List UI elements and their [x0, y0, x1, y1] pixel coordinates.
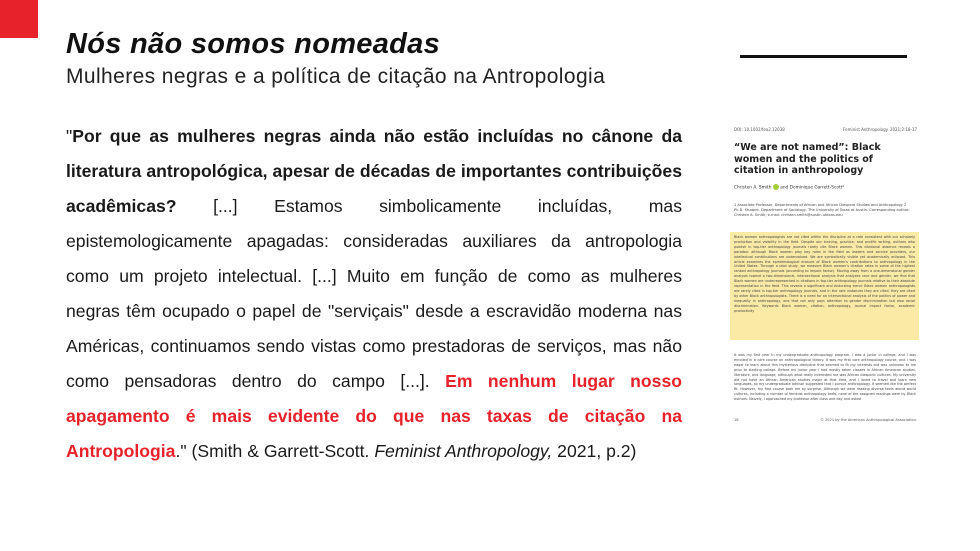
quote-journal: Feminist Anthropology, [374, 441, 553, 461]
paper-journal-header: Feminist Anthropology. 2021;2:18-37 [843, 127, 917, 132]
quote-body: [...] Estamos simbolicamente incluídas, mas epistemologicamente apagadas: consideradas auxiliares da antropologia como um projeto intelectual. [...] Muito em função de como as mulheres negras têm ocupado o papel de "serviçais" desde a escravidão moderna nas Américas, continuamos sendo vistas como prestadoras de serviços, mas não como pensadoras dentro do campo [...]. [66, 196, 682, 391]
paper-author-2: and Dominique Garrett-Scott² [778, 185, 845, 191]
quote-red-emphasis: Em nenhum lugar nosso apagamento é mais evidente do que nas taxas de citação na Antropologia [66, 371, 682, 461]
paper-abstract: Black women anthropologists are not cited within the discipline at a rate consistent with our scholarly production and visibility in the field. Despite our training, practice, and prolific writing, authors who publish in top-tier anthropology journals rarely cite Black women. This citational absence reveals a paradox: although Black women play key roles in the field as leaders and service providers, our intellectual contributions are undervalued. We are symbolically visible yet academically eclipsed. This article examines the epistemological erasure of Black women's contributions to anthropology in the United States. Through a pilot study, we measure Black women's citation rates in some of the highest ranked anthropology journals (according to impact factor). Moving away from a one-dimensional gender analysis toward a two-dimensional, intersectional analysis that analyzes race and gender, we find that Black women are underrepresented in citations in top-tier anthropology journals relative to their absolute representation in the field. This reveals a significant and disturbing trend: Black women anthropologists are rarely cited in top-tier anthropology journals, and in the rare instances they are cited, they are cited by other Black anthropologists. There is a need for an intersectional analysis of the politics of power and inequality in anthropology, one that not only pays attention to gender discrimination but also racial discrimination. Keywords Black women, citation, anthropology, journal impact factor, academic productivity [730, 232, 919, 340]
paper-affiliations: 1 Associate Professor, Departments of African and African Diaspora Studies and Anthropology 2 Ph.D. Student, Department of Sociology, The University of Texas at Austin. Corresponding author: Christen A. Smith; e-mail: christen.smith@austin.utexas.edu [734, 203, 910, 217]
divider-line [740, 55, 907, 58]
quote-block [66, 119, 682, 469]
paper-doi: DOI: 10.1002/fea2.12038 [734, 127, 785, 132]
quote-closing: ." (Smith & Garrett-Scott. [175, 441, 375, 461]
slide-title: Nós não somos nomeadas [66, 28, 441, 60]
paper-body-text: It was my first year in my undergraduate anthropology program. I was a junior in college, and I was enrolled in a core course on anthropological theory. It was my first core anthropology course, and I was eager to learn about this mysterious discipline that seemed to fit my interests but was unknown to me prior to starting college. Before my junior year I had mostly taken classes in African American studies, literature, and language, although what really interested me was African diasporic cultures. My university did not have an African American studies major at that time, and I loved to travel and learn new languages, so my undergraduate advisor suggested that I pursue anthropology. It seemed like the perfect fit. However, my first course took me by surprise. Although we were reading diverse texts about world cultures, including a number of feminist anthropology texts, none of the assigned readings were by Black authors. Naively, I approached my professor after class one day and asked [734, 353, 916, 402]
slide-subtitle: Mulheres negras e a política de citação na Antropologia [66, 65, 606, 88]
paper-author-1: Christen A. Smith [734, 185, 772, 191]
paper-authors [734, 184, 844, 191]
quote-citation-end: 2021, p.2) [552, 441, 637, 461]
paper-header [734, 127, 917, 132]
paper-title: “We are not named”: Black women and the politics of citation in anthropology [734, 142, 881, 176]
quote-bold-lead: Por que as mulheres negras ainda não estão incluídas no cânone da literatura antropológica, apesar de décadas de importantes contribuições acadêmicas? [66, 126, 682, 216]
paper-copyright: © 2021 by the American Anthropological Association. [820, 418, 917, 422]
paper-page-number: 18 [734, 418, 739, 422]
paper-footer [734, 418, 917, 422]
paper-thumbnail [727, 120, 922, 430]
accent-square [0, 0, 38, 38]
quote-open-mark: " [66, 126, 73, 146]
